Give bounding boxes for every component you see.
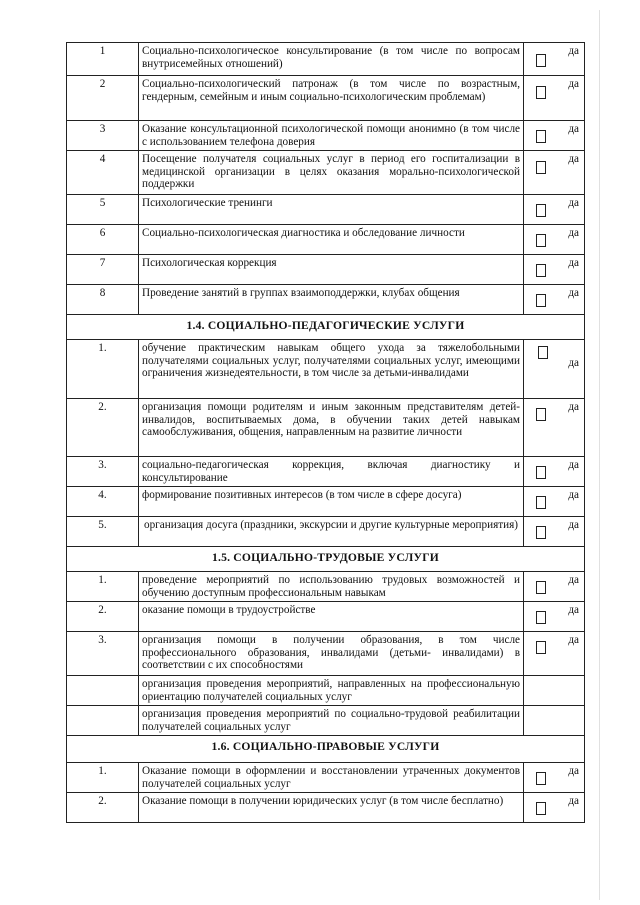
service-name: Социально-психологическое консультирование (в том числе по вопросам внутрисемейных отношений)	[139, 43, 524, 76]
services-table	[66, 42, 585, 823]
checkbox[interactable]	[536, 54, 546, 67]
service-name: организация помощи родителям и иным законным представителям детей-инвалидов, воспитываемых дома, в обучении таких детей навыкам самообслуживания, общения, направленным на развитие личности	[139, 399, 524, 457]
yes-cell	[524, 602, 585, 632]
service-name: организация проведения мероприятий по социально-трудовой реабилитации получателей социальных услуг	[139, 706, 524, 736]
table-row	[67, 763, 585, 793]
yes-cell	[524, 676, 585, 706]
row-number: 3.	[67, 632, 139, 676]
yes-cell	[524, 340, 585, 399]
service-name: Социально-психологическая диагностика и обследование личности	[139, 225, 524, 255]
service-name: Психологические тренинги	[139, 195, 524, 225]
table-row	[67, 43, 585, 76]
yes-label: да	[568, 78, 579, 90]
checkbox[interactable]	[536, 802, 546, 815]
checkbox[interactable]	[536, 526, 546, 539]
service-name: обучение практическим навыкам общего ухода за тяжелобольными получателями социальных услуг, получателями социальных услуг, имеющими ограничения жизнедеятельности, в том числе за детьми-инвалидами	[139, 340, 524, 399]
table-row	[67, 793, 585, 823]
page-edge-line	[599, 10, 600, 900]
checkbox[interactable]	[536, 611, 546, 624]
row-number: 7	[67, 255, 139, 285]
yes-cell	[524, 632, 585, 676]
row-number: 5	[67, 195, 139, 225]
service-name: организация проведения мероприятий, направленных на профессиональную ориентацию получателей социальных услуг	[139, 676, 524, 706]
section-header-row	[67, 547, 585, 572]
yes-cell	[524, 121, 585, 151]
table-row	[67, 225, 585, 255]
row-number	[67, 706, 139, 736]
checkbox[interactable]	[538, 346, 548, 359]
checkbox[interactable]	[536, 408, 546, 421]
table-row	[67, 76, 585, 121]
yes-label: да	[568, 45, 579, 57]
service-name: формирование позитивных интересов (в том числе в сфере досуга)	[139, 487, 524, 517]
table-row	[67, 517, 585, 547]
service-name: Посещение получателя социальных услуг в период его госпитализации в медицинской организации в целях оказания морально-психологической поддержки	[139, 151, 524, 195]
checkbox[interactable]	[536, 581, 546, 594]
service-name: организация досуга (праздники, экскурсии и другие культурные мероприятия)	[139, 517, 524, 547]
yes-cell	[524, 285, 585, 315]
table-row	[67, 151, 585, 195]
row-number: 1.	[67, 340, 139, 399]
yes-label: да	[568, 401, 579, 413]
table-row	[67, 285, 585, 315]
section-header-row	[67, 736, 585, 763]
service-name: социально-педагогическая коррекция, включая диагностику и консультирование	[139, 457, 524, 487]
yes-cell	[524, 793, 585, 823]
table-row	[67, 340, 585, 399]
row-number: 3.	[67, 457, 139, 487]
section-title: 1.5. СОЦИАЛЬНО-ТРУДОВЫЕ УСЛУГИ	[67, 547, 585, 572]
yes-label: да	[568, 765, 579, 777]
checkbox[interactable]	[536, 161, 546, 174]
yes-cell	[524, 763, 585, 793]
yes-cell	[524, 517, 585, 547]
table-row	[67, 457, 585, 487]
yes-label: да	[568, 153, 579, 165]
checkbox[interactable]	[536, 130, 546, 143]
checkbox[interactable]	[536, 204, 546, 217]
row-number: 2	[67, 76, 139, 121]
yes-cell	[524, 572, 585, 602]
table-row	[67, 676, 585, 706]
table-row	[67, 121, 585, 151]
yes-label: да	[568, 227, 579, 239]
row-number: 2.	[67, 602, 139, 632]
row-number: 6	[67, 225, 139, 255]
row-number	[67, 676, 139, 706]
yes-label: да	[568, 604, 579, 616]
table-row	[67, 632, 585, 676]
row-number: 8	[67, 285, 139, 315]
yes-label: да	[568, 489, 579, 501]
service-name: оказание помощи в трудоустройстве	[139, 602, 524, 632]
table-row	[67, 602, 585, 632]
row-number: 1.	[67, 572, 139, 602]
row-number: 1	[67, 43, 139, 76]
yes-cell	[524, 195, 585, 225]
yes-cell	[524, 76, 585, 121]
service-name: Проведение занятий в группах взаимоподдержки, клубах общения	[139, 285, 524, 315]
yes-cell	[524, 399, 585, 457]
service-name: Оказание помощи в оформлении и восстановлении утраченных документов получателей социальных услуг	[139, 763, 524, 793]
checkbox[interactable]	[536, 234, 546, 247]
yes-cell	[524, 255, 585, 285]
checkbox[interactable]	[536, 466, 546, 479]
row-number: 4.	[67, 487, 139, 517]
yes-label: да	[568, 197, 579, 209]
service-name: Оказание помощи в получении юридических услуг (в том числе бесплатно)	[139, 793, 524, 823]
service-name: Оказание консультационной психологической помощи анонимно (в том числе с использованием телефона доверия	[139, 121, 524, 151]
yes-label: да	[568, 519, 579, 531]
yes-label: да	[568, 574, 579, 586]
yes-label: да	[568, 459, 579, 471]
service-name: проведение мероприятий по использованию трудовых возможностей и обучению доступным профессиональным навыкам	[139, 572, 524, 602]
checkbox[interactable]	[536, 641, 546, 654]
yes-cell	[524, 151, 585, 195]
section-header-row	[67, 315, 585, 340]
row-number: 2.	[67, 793, 139, 823]
table-row	[67, 195, 585, 225]
yes-label: да	[568, 795, 579, 807]
yes-label: да	[568, 634, 579, 646]
checkbox[interactable]	[536, 294, 546, 307]
service-name: Социально-психологический патронаж (в том числе по возрастным, гендерным, семейным и иным социально-психологическим проблемам)	[139, 76, 524, 121]
yes-label: да	[568, 257, 579, 269]
table-row	[67, 255, 585, 285]
service-name: организация помощи в получении образования, в том числе профессионального образования, инвалидами (детьми- инвалидами) в соответствии с их способностями	[139, 632, 524, 676]
table-row	[67, 706, 585, 736]
yes-cell	[524, 706, 585, 736]
yes-label: да	[568, 123, 579, 135]
yes-label: да	[568, 357, 579, 369]
yes-cell	[524, 457, 585, 487]
row-number: 3	[67, 121, 139, 151]
section-title: 1.4. СОЦИАЛЬНО-ПЕДАГОГИЧЕСКИЕ УСЛУГИ	[67, 315, 585, 340]
row-number: 2.	[67, 399, 139, 457]
yes-cell	[524, 43, 585, 76]
checkbox[interactable]	[536, 264, 546, 277]
yes-cell	[524, 225, 585, 255]
table-row	[67, 572, 585, 602]
row-number: 1.	[67, 763, 139, 793]
row-number: 4	[67, 151, 139, 195]
table-row	[67, 399, 585, 457]
table-row	[67, 487, 585, 517]
checkbox[interactable]	[536, 496, 546, 509]
section-title: 1.6. СОЦИАЛЬНО-ПРАВОВЫЕ УСЛУГИ	[67, 736, 585, 763]
service-name: Психологическая коррекция	[139, 255, 524, 285]
checkbox[interactable]	[536, 772, 546, 785]
checkbox[interactable]	[536, 86, 546, 99]
yes-label: да	[568, 287, 579, 299]
yes-cell	[524, 487, 585, 517]
row-number: 5.	[67, 517, 139, 547]
